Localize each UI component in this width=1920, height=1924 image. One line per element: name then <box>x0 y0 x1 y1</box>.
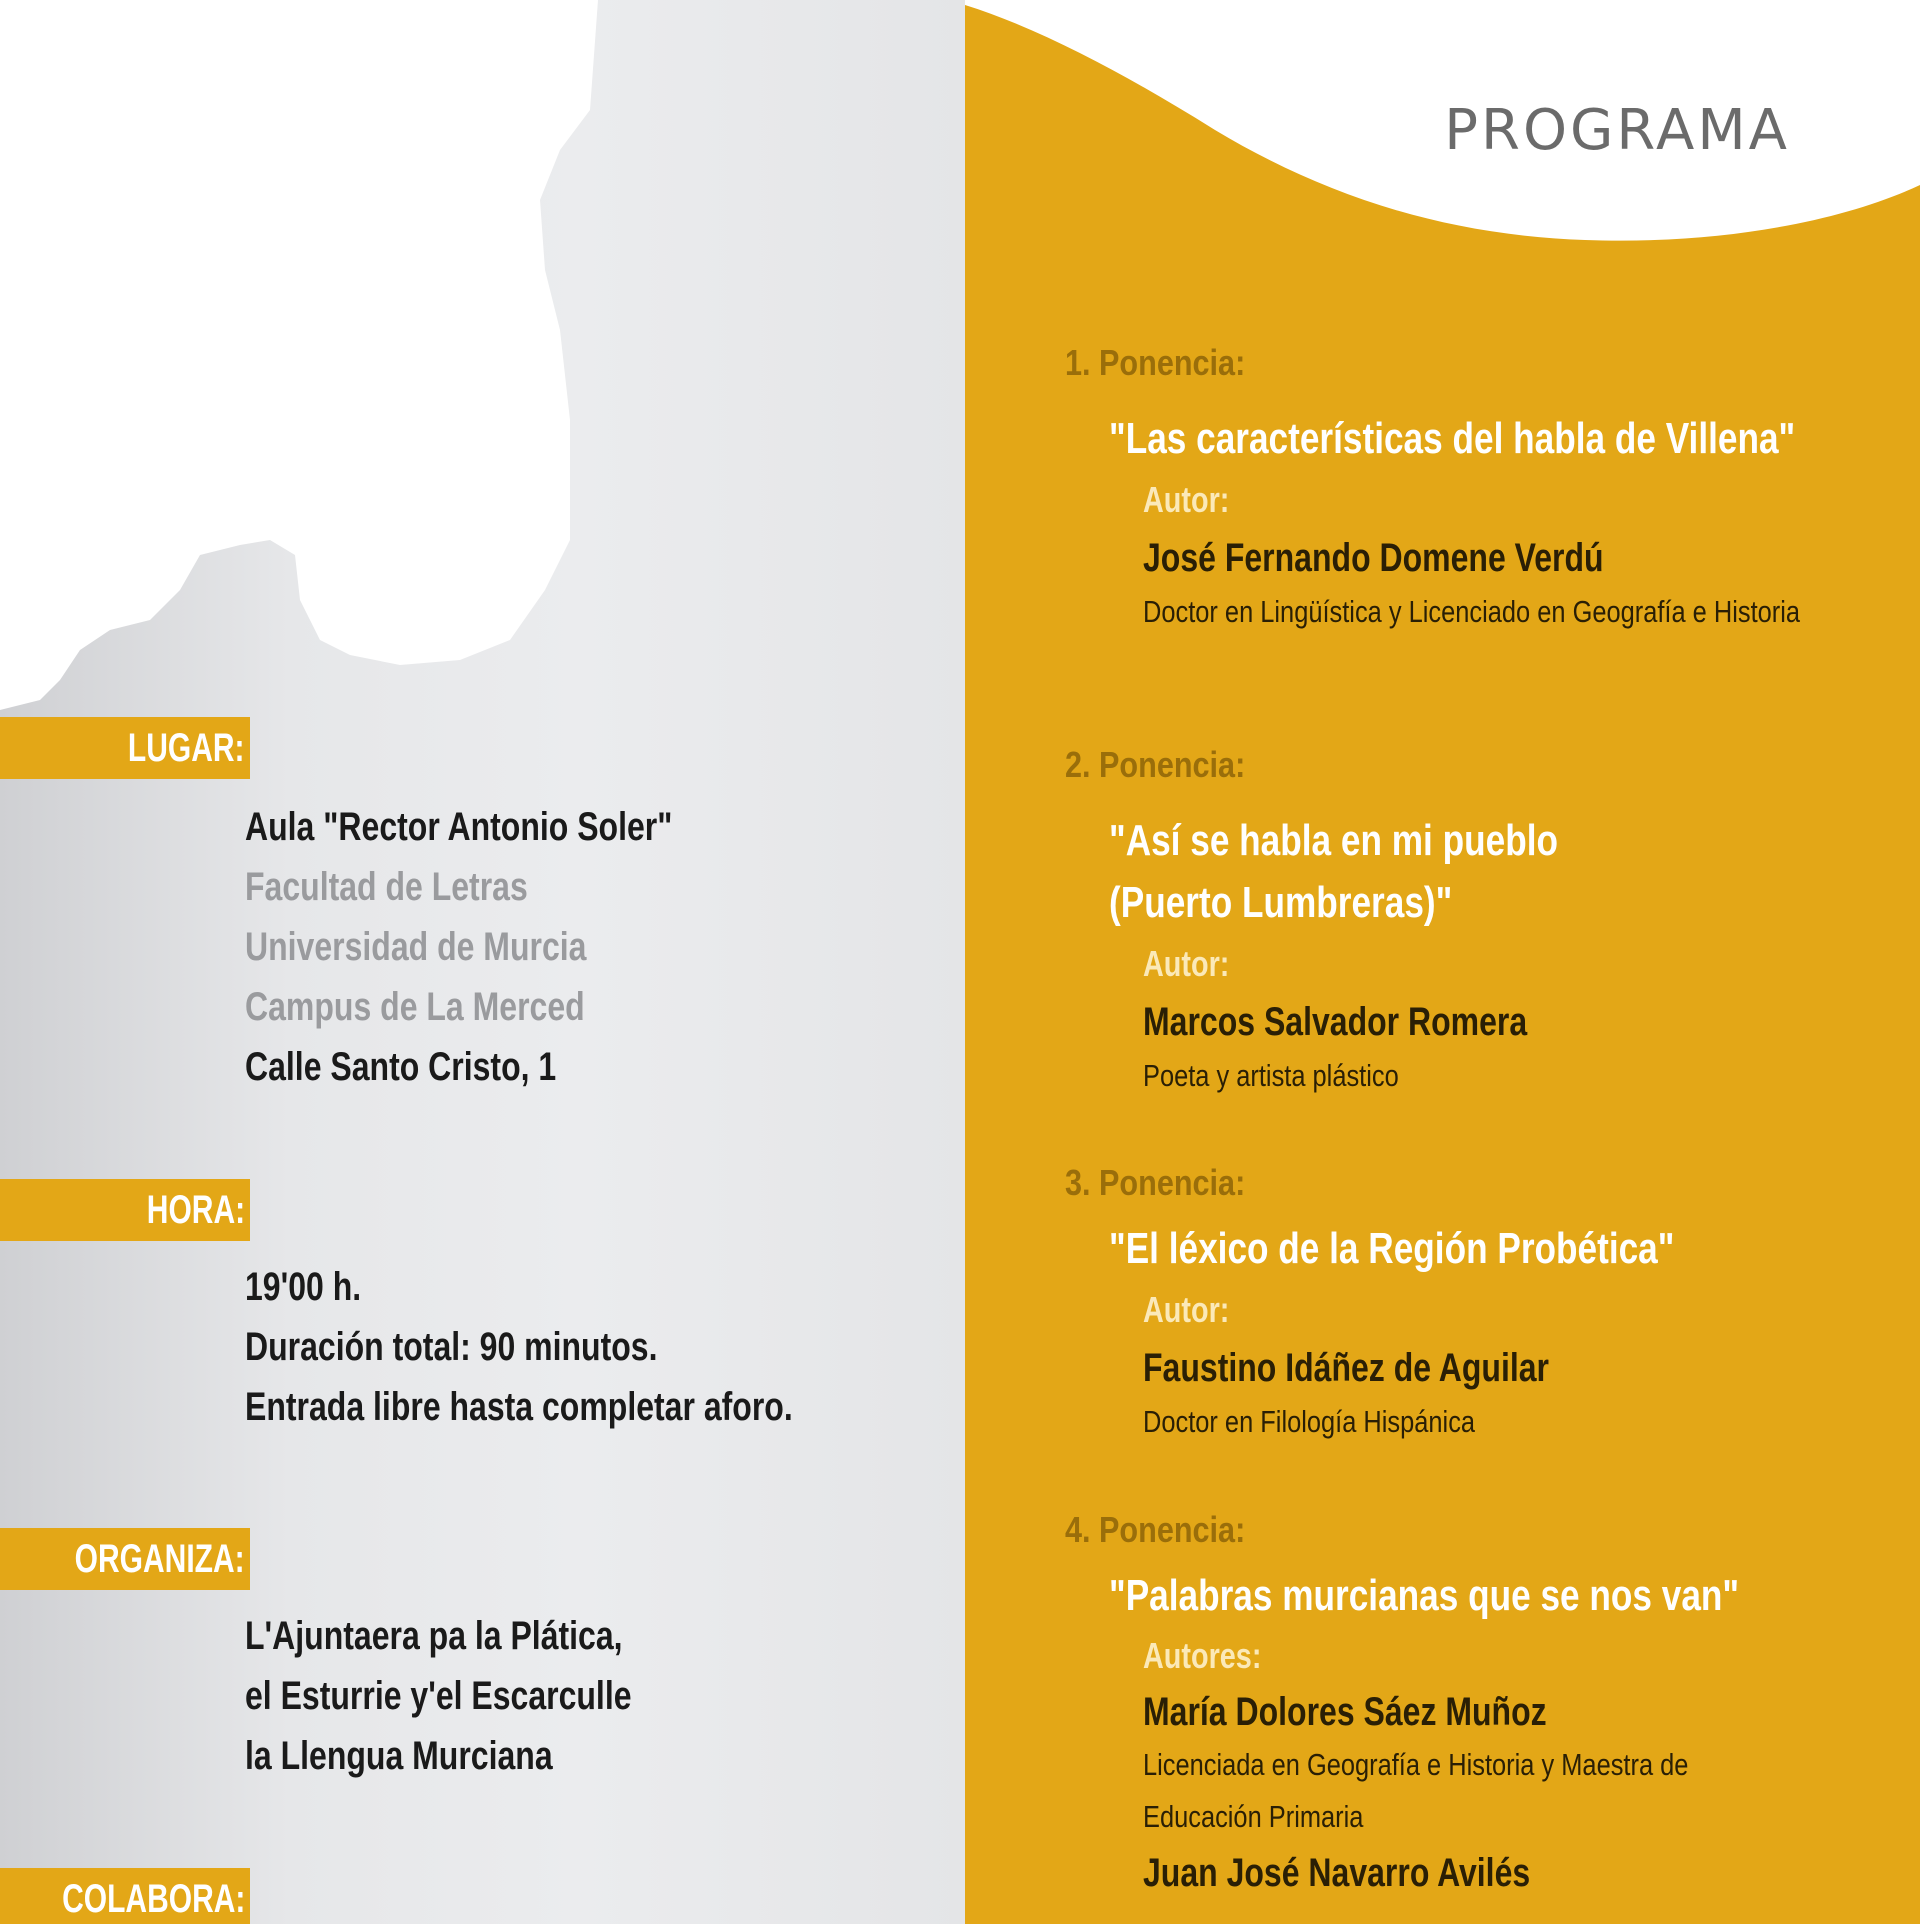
venue-room: Aula "Rector Antonio Soler" <box>245 805 673 849</box>
talk-number: 1. Ponencia: <box>1065 342 1246 383</box>
hora-label: HORA: <box>0 1179 250 1241</box>
talk-author-name: Marcos Salvador Romera <box>1143 1000 1528 1044</box>
talk-author-description: Poeta y artista plástico <box>1143 1058 1399 1093</box>
hora-details <box>245 1257 945 1437</box>
program-panel <box>965 0 1920 1924</box>
talk-author-description: Doctor en Filología Hispánica <box>1143 1404 1476 1439</box>
organizer-line-3: la Llengua Murciana <box>245 1734 553 1778</box>
talk-title: "El léxico de la Región Probética" <box>1109 1224 1675 1273</box>
venue-university: Universidad de Murcia <box>245 925 587 969</box>
talk-title: "Así se habla en mi pueblo (Puerto Lumbreras)" <box>1109 816 1558 927</box>
program-title: PROGRAMA <box>1444 98 1790 163</box>
talk-author-name: Faustino Idáñez de Aguilar <box>1143 1346 1549 1390</box>
organizer-line-1: L'Ajuntaera pa la Plática, <box>245 1614 623 1658</box>
talk-1 <box>1065 338 1895 638</box>
talk-author-label: Autores: <box>1143 1635 1262 1676</box>
talk-2 <box>1065 740 1895 1102</box>
talk-author-name: Juan José Navarro Avilés <box>1143 1851 1531 1895</box>
talk-number: 3. Ponencia: <box>1065 1162 1246 1203</box>
talk-number: 4. Ponencia: <box>1065 1509 1246 1550</box>
talk-3 <box>1065 1158 1895 1448</box>
talk-author-label: Autor: <box>1143 479 1230 520</box>
event-entry: Entrada libre hasta completar aforo. <box>245 1385 793 1429</box>
talk-title: "Palabras murcianas que se nos van" <box>1109 1571 1740 1620</box>
lugar-details <box>245 797 945 1097</box>
venue-campus: Campus de La Merced <box>245 985 585 1029</box>
talk-author-label: Autor: <box>1143 1289 1230 1330</box>
talk-4 <box>1065 1505 1895 1903</box>
colabora-label: COLABORA: <box>0 1868 250 1924</box>
region-map-silhouette <box>0 0 965 720</box>
organiza-label: ORGANIZA: <box>0 1528 250 1590</box>
talk-author-name: María Dolores Sáez Muñoz <box>1143 1690 1547 1734</box>
organizer-line-2: el Esturrie y'el Escarculle <box>245 1674 632 1718</box>
organiza-details <box>245 1606 945 1786</box>
talk-number: 2. Ponencia: <box>1065 744 1246 785</box>
event-duration: Duración total: 90 minutos. <box>245 1325 658 1369</box>
talk-title: "Las características del habla de Villena" <box>1109 414 1796 463</box>
talk-author-name: José Fernando Domene Verdú <box>1143 536 1604 580</box>
venue-faculty: Facultad de Letras <box>245 865 528 909</box>
talk-author-description: Doctor en Lingüística y Licenciado en Geografía e Historia <box>1143 594 1801 629</box>
event-time: 19'00 h. <box>245 1265 362 1309</box>
talk-author-description: Licenciada en Geografía e Historia y Maestra de Educación Primaria <box>1143 1747 1689 1834</box>
lugar-label: LUGAR: <box>0 717 250 779</box>
talk-author-label: Autor: <box>1143 943 1230 984</box>
venue-address: Calle Santo Cristo, 1 <box>245 1045 557 1089</box>
